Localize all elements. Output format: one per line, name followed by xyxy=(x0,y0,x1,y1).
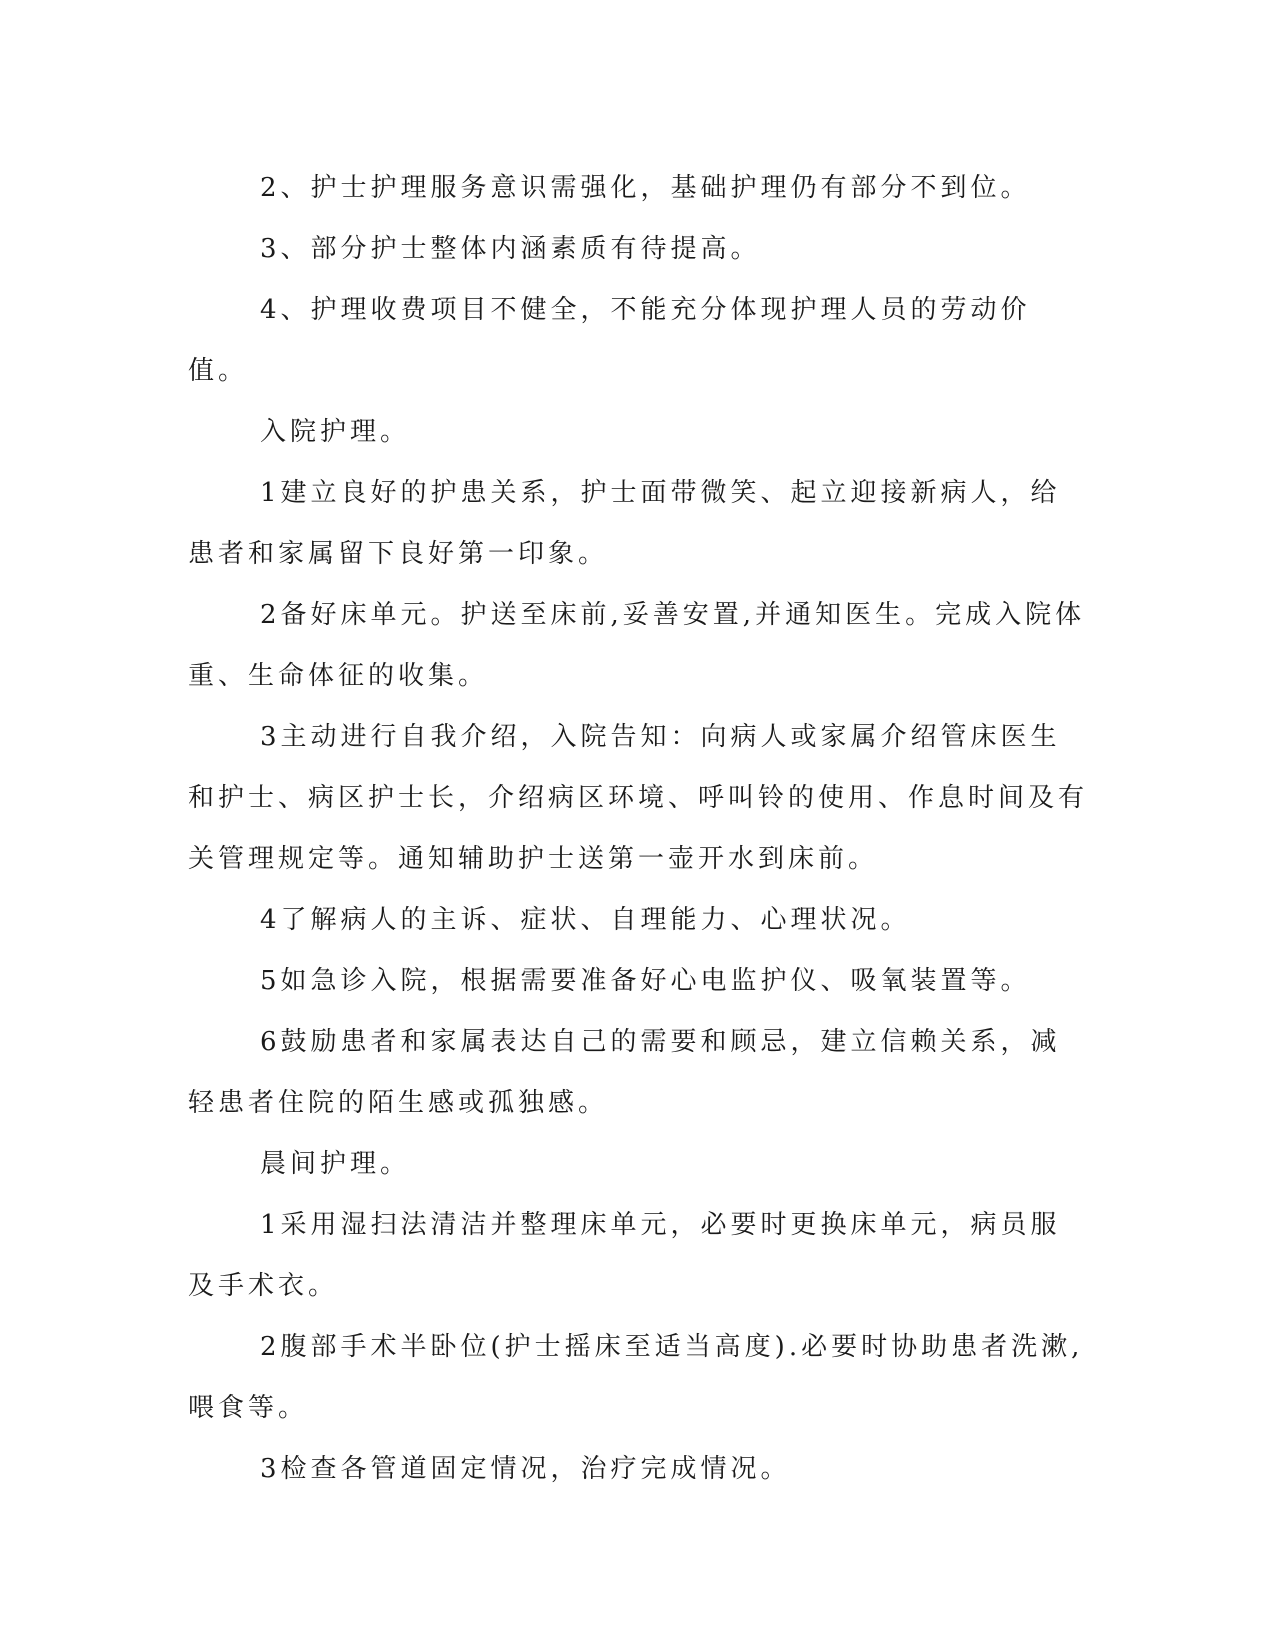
paragraph: 3、部分护士整体内涵素质有待提高。 xyxy=(260,234,761,264)
paragraph: 4、护理收费项目不健全，不能充分体现护理人员的劳动价值。 xyxy=(188,295,1031,386)
paragraph: 2备好床单元。护送至床前,妥善安置,并通知医生。完成入院体重、生命体征的收集。 xyxy=(188,600,1086,691)
paragraph: 3检查各管道固定情况，治疗完成情况。 xyxy=(260,1454,791,1484)
paragraph: 1建立良好的护患关系，护士面带微笑、起立迎接新病人，给患者和家属留下良好第一印象。 xyxy=(188,478,1061,569)
paragraph: 3主动进行自我介绍，入院告知：向病人或家属介绍管床医生和护士、病区护士长，介绍病区环境、呼叫铃的使用、作息时间及有关管理规定等。通知辅助护士送第一壶开水到床前。 xyxy=(188,722,1089,874)
section-heading: 晨间护理。 xyxy=(260,1149,411,1179)
paragraph: 5如急诊入院，根据需要准备好心电监护仪、吸氧装置等。 xyxy=(260,966,1031,996)
paragraph: 2腹部手术半卧位(护士摇床至适当高度).必要时协助患者洗漱,喂食等。 xyxy=(188,1332,1084,1423)
document-body xyxy=(188,158,1088,1500)
paragraph: 4了解病人的主诉、症状、自理能力、心理状况。 xyxy=(260,905,911,935)
paragraph: 2、护士护理服务意识需强化，基础护理仍有部分不到位。 xyxy=(260,173,1031,203)
paragraph: 6鼓励患者和家属表达自己的需要和顾忌，建立信赖关系，减轻患者住院的陌生感或孤独感。 xyxy=(188,1027,1061,1118)
paragraph: 1采用湿扫法清洁并整理床单元，必要时更换床单元，病员服及手术衣。 xyxy=(188,1210,1061,1301)
section-heading: 入院护理。 xyxy=(260,417,411,447)
